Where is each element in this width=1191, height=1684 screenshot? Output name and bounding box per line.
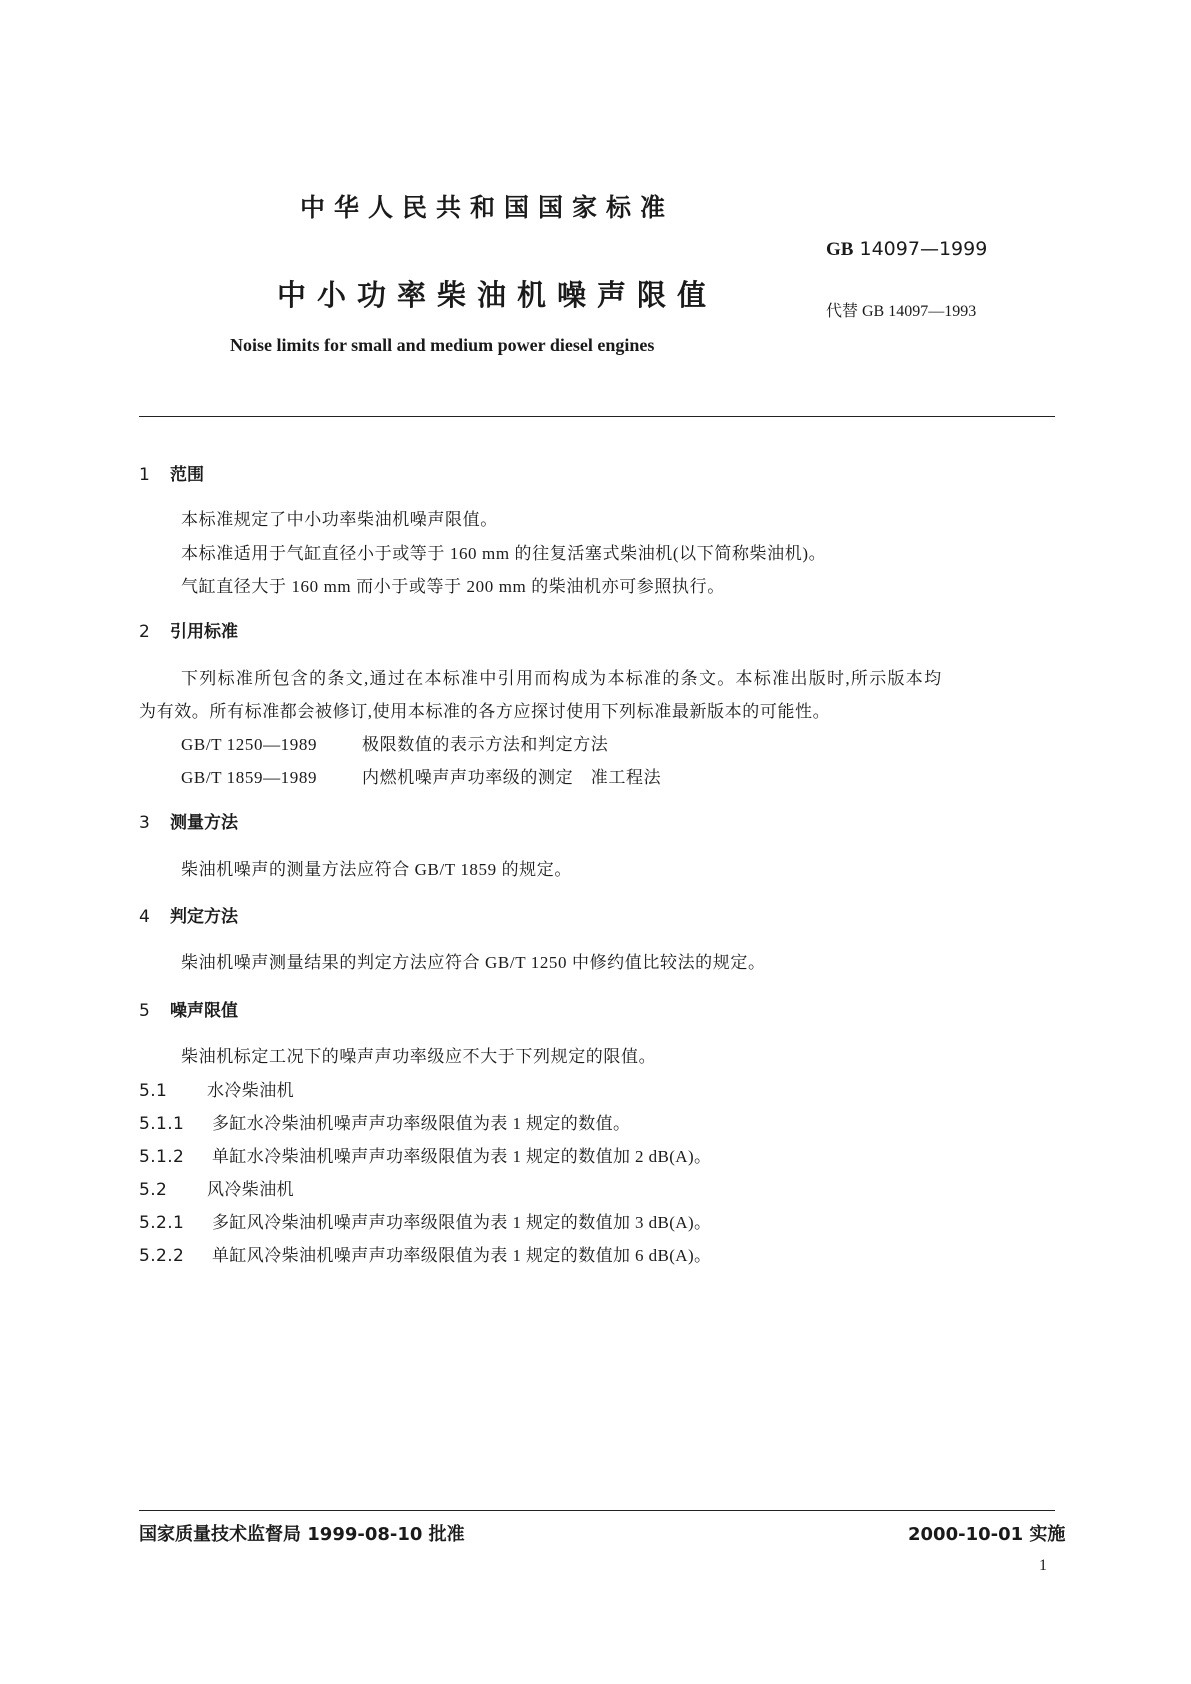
clause-5-2-2 [139, 1241, 711, 1266]
reference-entry [181, 730, 608, 755]
footer-divider [139, 1510, 1055, 1511]
clause-5-2 [139, 1175, 294, 1200]
clause-number: 5.2 [139, 1180, 168, 1200]
clause-5-1-1 [139, 1109, 630, 1134]
section-5-heading [139, 996, 238, 1021]
reference-title: 内燃机噪声声功率级的测定 准工程法 [362, 768, 662, 787]
section-1-heading [139, 460, 204, 485]
paragraph: 下列标准所包含的条文,通过在本标准中引用而构成为本标准的条文。本标准出版时,所示版本均 [181, 669, 943, 688]
section-number: 4 [139, 907, 150, 927]
clause-number: 5.2.1 [139, 1213, 185, 1233]
clause-number: 5.1.2 [139, 1147, 185, 1167]
section-title: 范围 [170, 465, 204, 485]
clause-text: 水冷柴油机 [207, 1081, 294, 1100]
national-standard-heading: 中华人民共和国国家标准 [300, 193, 675, 222]
standard-code: GB [826, 239, 854, 260]
standard-number [826, 238, 987, 261]
section-number: 2 [139, 622, 150, 642]
standard-number-value: 14097—1999 [859, 238, 988, 260]
clause-text: 多缸水冷柴油机噪声声功率级限值为表 1 规定的数值。 [212, 1114, 631, 1133]
clause-number: 5.1 [139, 1081, 168, 1101]
clause-number: 5.1.1 [139, 1114, 185, 1134]
clause-text: 风冷柴油机 [207, 1180, 294, 1199]
paragraph: 本标准规定了中小功率柴油机噪声限值。 [181, 510, 498, 529]
title-english: Noise limits for small and medium power diesel engines [230, 335, 655, 355]
section-number: 5 [139, 1001, 150, 1021]
clause-5-2-1 [139, 1208, 711, 1233]
paragraph: 柴油机噪声测量结果的判定方法应符合 GB/T 1250 中修约值比较法的规定。 [181, 953, 766, 972]
paragraph: 本标准适用于气缸直径小于或等于 160 mm 的往复活塞式柴油机(以下简称柴油机)。 [181, 544, 827, 563]
reference-code: GB/T 1859—1989 [181, 768, 318, 787]
section-title: 判定方法 [170, 907, 238, 927]
clause-text: 单缸水冷柴油机噪声声功率级限值为表 1 规定的数值加 2 dB(A)。 [212, 1147, 712, 1166]
approval-date: 国家质量技术监督局 1999-08-10 批准 [139, 1524, 465, 1545]
header-divider [139, 416, 1055, 417]
reference-code: GB/T 1250—1989 [181, 735, 318, 754]
clause-5-1 [139, 1076, 294, 1101]
section-3-heading [139, 808, 238, 833]
title-chinese: 中小功率柴油机噪声限值 [277, 278, 718, 312]
clause-number: 5.2.2 [139, 1246, 185, 1266]
section-title: 噪声限值 [170, 1001, 238, 1021]
page-number: 1 [1039, 1557, 1047, 1574]
section-title: 引用标准 [170, 622, 238, 642]
implementation-date: 2000-10-01 实施 [908, 1524, 1066, 1545]
paragraph: 气缸直径大于 160 mm 而小于或等于 200 mm 的柴油机亦可参照执行。 [181, 577, 725, 596]
clause-text: 单缸风冷柴油机噪声声功率级限值为表 1 规定的数值加 6 dB(A)。 [212, 1246, 712, 1265]
paragraph: 柴油机标定工况下的噪声声功率级应不大于下列规定的限值。 [181, 1047, 657, 1066]
section-number: 3 [139, 813, 150, 833]
paragraph: 柴油机噪声的测量方法应符合 GB/T 1859 的规定。 [181, 860, 572, 879]
reference-title: 极限数值的表示方法和判定方法 [362, 735, 609, 754]
section-4-heading [139, 902, 238, 927]
paragraph: 为有效。所有标准都会被修订,使用本标准的各方应探讨使用下列标准最新版本的可能性。 [139, 702, 831, 721]
section-number: 1 [139, 465, 150, 485]
clause-text: 多缸风冷柴油机噪声声功率级限值为表 1 规定的数值加 3 dB(A)。 [212, 1213, 712, 1232]
replaces-standard: 代替 GB 14097—1993 [826, 303, 977, 320]
section-title: 测量方法 [170, 813, 238, 833]
clause-5-1-2 [139, 1142, 711, 1167]
section-2-heading [139, 617, 238, 642]
reference-entry [181, 763, 661, 788]
